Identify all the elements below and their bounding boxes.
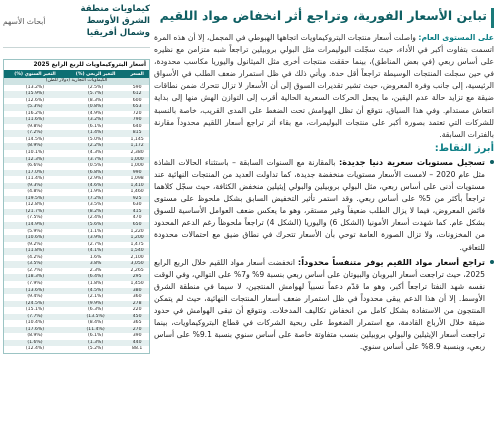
cell-yoy: (6.6%) (27, 163, 43, 169)
cell-qoq: (4.3%) (87, 150, 104, 156)
cell-price: 1,450 (130, 280, 144, 286)
sidebar (3, 3, 150, 425)
cell-qoq: (5.0%) (87, 136, 104, 142)
cell-qoq: (8.4%) (87, 320, 104, 326)
cell-price: 1,000 (125, 157, 149, 164)
cell-qoq: (3.2%) (66, 117, 125, 124)
cell-qoq: (4.5%) (66, 288, 125, 295)
cell-price: 650 (125, 222, 149, 229)
table-row (4, 346, 149, 353)
cell-qoq: (1.3%) (66, 340, 125, 347)
cell-qoq: (2.7%) (87, 241, 104, 247)
cell-price: 653 (125, 104, 149, 111)
cell-qoq: (1.9%) (87, 189, 104, 195)
cell-price: 590 (132, 84, 142, 90)
cell-yoy: (7.7%) (4, 314, 66, 321)
cell-price: 2,100 (130, 254, 144, 260)
cell-yoy: (17.6%) (4, 327, 66, 334)
title-row (154, 6, 494, 28)
cell-yoy: (5.3%) (4, 104, 66, 111)
highlight-lead: تسجيل مستويات سعرية دنيا جديدة: (338, 156, 485, 167)
cell-price: 380 (125, 288, 149, 295)
highlight-item (154, 156, 494, 254)
cell-price: 815 (125, 130, 149, 137)
cell-price: 1,172 (125, 143, 149, 150)
cell-qoq: (6.1%) (87, 123, 104, 129)
cell-price: 720 (132, 110, 142, 116)
price-table (4, 70, 149, 353)
price-table-title: أسعار البتروكيماويات للربع الرابع 2025 (33, 62, 146, 68)
cell-qoq: (5.2%) (87, 346, 104, 352)
cell-yoy: (2.7%) (27, 267, 43, 273)
cell-price: 88.1 (132, 346, 143, 352)
cell-yoy: (4.8%) (27, 189, 43, 195)
cell-qoq: (0.5%) (87, 163, 104, 169)
cell-price: 600 (132, 97, 142, 103)
cell-price: 360 (132, 294, 142, 300)
cell-qoq: (1.1%) (87, 228, 104, 234)
cell-yoy: (19.5%) (4, 196, 66, 203)
cell-yoy: (3.5%) (4, 261, 66, 268)
cell-price: 390 (132, 333, 142, 339)
highlight-lead: تراجع أسعار مواد اللقيم يوفر متنفساً محدوداً: (297, 256, 485, 267)
cell-yoy: (18.3%) (4, 274, 66, 281)
cell-yoy: (12.4%) (25, 346, 45, 352)
cell-price: 1,410 (125, 183, 149, 190)
cell-price: 630 (132, 202, 142, 208)
cell-price: 470 (132, 215, 142, 221)
cell-yoy: (15.9%) (4, 91, 66, 98)
cell-yoy: (11.6%) (4, 117, 66, 124)
cell-yoy: (5.9%) (27, 228, 43, 234)
cell-qoq: (5.6%) (66, 222, 125, 229)
cell-qoq: (0.8%) (66, 104, 125, 111)
cell-qoq: (1.4%) (66, 130, 125, 137)
cell-qoq: (13.5%) (66, 314, 125, 321)
highlight-text: بالمقارنة مع السنوات السابقة – باستثناء الحالات الشاذة مثل عام 2020 – لامست الأسعار مستويات منخفضة جديدة، كما تداولت العديد من المنتجات النهائية عند مستويات أدنى على أساس ربعي، مثل البولي بروبيلين والبولي إيثيلين منخفض الكثافة، حيث سجّل كلاهما تراجعاً بأكثر من 5% على أساس ربعي. وقد استمر تأثير التخفيض السابق بشكل ملحوظ على مستوى فائض المعروض، فيما لا يزال الطلب ضعيفاً وغير مستقر، وهو ما يعكس ضعف العوامل الأساسية للسوق بشكل عام. كما شهدت أسعار الأمونيا (الشكل 6) واليوريا (الشكل 4) تراجعاً ملحوظاً رغم الدعم المحدود من المخزونات، ولا تزال الصورة العامة توحي بأن الأسعار تتحرك في نطاق ضيق مع احتمالات محدودة للتعافي. (154, 157, 486, 252)
cell-price: 450 (125, 314, 149, 321)
cell-qoq: (6.4%) (66, 274, 125, 281)
cell-price: 1,460 (130, 189, 144, 195)
cell-price: 1,540 (125, 248, 149, 255)
region-title: كيماويات منطقة الشرق الأوسط وشمال أفريقيا (80, 4, 150, 38)
cell-yoy: (15.1%) (25, 307, 45, 313)
cell-qoq: (8.2%) (66, 209, 125, 216)
cell-yoy: (21.7%) (4, 209, 66, 216)
cell-yoy: (12.8%) (25, 202, 45, 208)
cell-price: 790 (125, 117, 149, 124)
cell-qoq: 1.6% (89, 254, 102, 260)
cell-yoy: (10.1%) (25, 150, 45, 156)
cell-price: 220 (132, 307, 142, 313)
cell-yoy: (9.2%) (27, 241, 43, 247)
cell-yoy: (12.3%) (4, 157, 66, 164)
cell-yoy: (7.2%) (4, 130, 66, 137)
cell-yoy: (17.0%) (4, 170, 66, 177)
col-header-yoy: التغير السنوي (%) (4, 70, 66, 78)
section-tag: أبحاث الأسهم (3, 17, 46, 26)
cell-price: 1,200 (125, 235, 149, 242)
cell-qoq: (6.1%) (87, 333, 104, 339)
cell-qoq: (9.9%) (66, 301, 125, 308)
cell-yoy: (12.6%) (25, 97, 45, 103)
cell-yoy: (10.6%) (4, 235, 66, 242)
cell-yoy: (13.2%) (25, 84, 45, 90)
cell-qoq: (4.6%) (66, 183, 125, 190)
cell-yoy: (7.9%) (27, 280, 43, 286)
cell-qoq: (8.3%) (87, 97, 104, 103)
cell-qoq: (4.1%) (66, 248, 125, 255)
highlights-list (154, 156, 494, 354)
cell-qoq: (6.8%) (66, 170, 125, 177)
cell-yoy: (11.8%) (4, 248, 66, 255)
cell-qoq: (4.9%) (87, 110, 104, 116)
cell-yoy: (4.2%) (27, 254, 43, 260)
sidebar-header (3, 3, 150, 48)
cell-yoy: (9.8%) (27, 123, 43, 129)
page-title: تباين الأسعار الفورية، وتراجع أثر انخفاض مواد اللقيم (159, 8, 487, 23)
cell-yoy: (24.5%) (4, 301, 66, 308)
cell-yoy: (9.3%) (4, 183, 66, 190)
cell-yoy: (11.4%) (25, 176, 45, 182)
cell-price: 415 (125, 209, 149, 216)
price-rows (4, 85, 149, 353)
group-header: الكيماويات التجارية (دولار للطن) (4, 78, 149, 85)
cell-qoq: (2.2%) (66, 143, 125, 150)
cell-yoy: (14.5%) (25, 136, 45, 142)
cell-yoy: (14.9%) (4, 222, 66, 229)
intro-text: واصلت أسعار منتجات البتروكيماويات اتجاهها الهبوطي في المجمل، إلا أن هذه المرة اتسمت بتفاوت أكبر في الأداء، حيث سجّلت البوليمرات مثل البولي بروبيلين تراجعاً شبه متزامن مع نظيره على أساس ربعي (في بعض المناطق)، بينما حققت منتجات أخرى مثل الميثانول واليوريا مكاسب محدودة، في حين سجلت المنتجات الوسيطة تراجعاً أقل حدة. ويأتي ذلك في ظل استمرار ضعف الطلب في الأسواق الرئيسية، إلى جانب وفرة المعروض، حيث تشير تقديرات السوق إلى أن الأسعار لا تزال تتحرك ضمن نطاقات ضيقة مع تزايد حالة عدم اليقين، ما يجعل الحركات السعرية الحالية أقرب إلى التوازن الهش منها إلى بداية انتعاش مستدام. وفي هذا السياق، نتوقع أن تظل الهوامش تحت الضغط على المدى القريب، خاصة بالنسبة للشركات التي تعتمد بصورة أكبر على منتجات البوليمرات، مع بقاء أثر تراجع أسعار اللقيم محدوداً مقارنة بالفترات السابقة. (154, 33, 494, 139)
cell-qoq: (3.7%) (66, 157, 125, 164)
cell-yoy: (9.4%) (27, 294, 43, 300)
cell-yoy: (16.2%) (25, 110, 45, 116)
cell-price: 990 (125, 170, 149, 177)
cell-yoy: (7.5%) (27, 215, 43, 221)
cell-yoy: (8.9%) (4, 143, 66, 150)
cell-price: 2,265 (130, 267, 144, 273)
cell-price: 295 (125, 274, 149, 281)
cell-price: 440 (125, 340, 149, 347)
cell-qoq: (6.3%) (87, 307, 104, 313)
cell-yoy: (10.4%) (25, 320, 45, 326)
intro-paragraph (154, 32, 494, 141)
cell-qoq: (2.1%) (87, 294, 104, 300)
title-accent-bar (491, 8, 494, 28)
cell-price: 925 (125, 196, 149, 203)
cell-price: 365 (132, 320, 142, 326)
cell-price: 278 (125, 301, 149, 308)
cell-qoq: 2.3% (89, 267, 102, 273)
cell-qoq: (2.4%) (87, 215, 104, 221)
cell-yoy: (1.6%) (4, 340, 66, 347)
intro-lead: على المستوى العام: (418, 33, 494, 42)
cell-yoy: (8.9%) (27, 333, 43, 339)
article (154, 6, 494, 424)
cell-price: 3,050 (125, 261, 149, 268)
cell-price: 1,000 (130, 163, 144, 169)
cell-qoq: (3.5%) (87, 202, 104, 208)
highlights-title: أبرز النقاط: (434, 142, 494, 154)
cell-price: 640 (132, 123, 142, 129)
cell-price: 1,220 (130, 228, 144, 234)
cell-qoq: (2.9%) (87, 176, 104, 182)
cell-qoq: 3.8% (66, 261, 125, 268)
cell-price: 1,098 (130, 176, 144, 182)
cell-yoy: (13.6%) (4, 288, 66, 295)
cell-qoq: (2.5%) (87, 84, 104, 90)
cell-price: 612 (125, 91, 149, 98)
cell-qoq: (11.4%) (66, 327, 125, 334)
cell-qoq: (7.2%) (66, 196, 125, 203)
cell-qoq: (1.8%) (87, 280, 104, 286)
col-header-qoq: التغير الربعي (%) (66, 70, 125, 78)
cell-qoq: (3.9%) (66, 235, 125, 242)
cell-price: 1,475 (130, 241, 144, 247)
price-table-box (3, 59, 150, 354)
cell-price: 2,380 (130, 150, 144, 156)
cell-price: 270 (125, 327, 149, 334)
cell-price: 1,145 (130, 136, 144, 142)
cell-qoq: (5.7%) (66, 91, 125, 98)
highlight-item (154, 256, 494, 354)
col-header-price: السعر (125, 70, 149, 78)
highlight-text: انخفضت أسعار مواد اللقيم خلال الربع الرابع 2025، حيث تراجعت أسعار البروبان والبيوتان على أساس ربعي بنسبة 9% و7% على التوالي، وفي الوقت نفسه شهد النفتا تراجعاً أكبر، وهو ما قدّم دعماً نسبياً لهوامش المنتجين، لا سيما في منطقة الشرق الأوسط. إلا أن هذا الدعم يبقى محدوداً في ظل استمرار ضعف أسعار المنتجات النهائية، حيث لم يتمكن المنتجون من الاستفادة بشكل كامل من انخفاض تكاليف المدخلات. ونتوقع أن تبقى الهوامش في حدود ضيقة خلال الأرباع القادمة، مع استمرار الضغوط على ربحية الشركات في قطاع البتروكيماويات، بينما تراجعت أسعار الإيثيلين والبولي بروبيلين بنسب متفاوتة خاصة على أساس سنوي بنسبة 9.1% على أساس ربعي، وبنسبة 8.9% على أساس سنوي. (154, 257, 485, 352)
